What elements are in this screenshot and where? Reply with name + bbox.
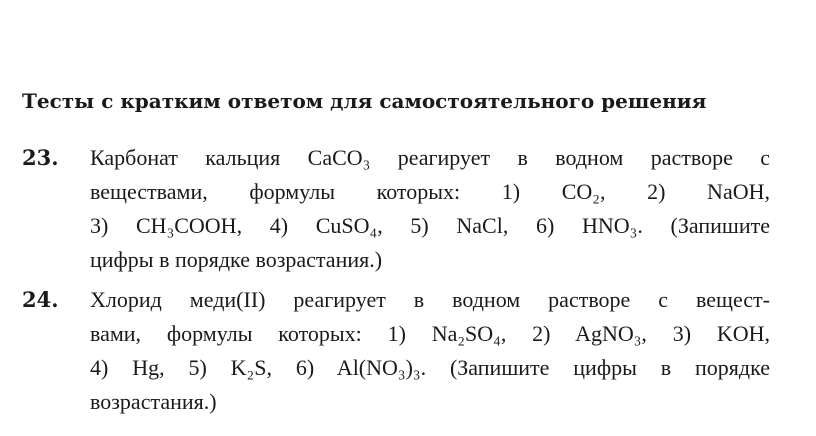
question-number: 23. — [22, 145, 59, 170]
question-text-line: вами, формулы которых: 1) Na₂SO₄, 2) AgNO₃, 3) KOH, — [90, 321, 770, 346]
question-text-line: цифры в порядке возрастания.) — [90, 247, 383, 272]
question-text-line: Карбонат кальция CaCO₃ реагирует в водном растворе с — [90, 145, 770, 170]
question-text — [90, 283, 770, 419]
question-text-line: возрастания.) — [90, 389, 217, 414]
section-heading: Тесты с кратким ответом для самостоятельного решения — [22, 89, 707, 113]
question-number: 24. — [22, 287, 59, 312]
question-text-line: веществами, формулы которых: 1) CO₂, 2) NaOH, — [90, 179, 770, 204]
question-text-line: 4) Hg, 5) K₂S, 6) Al(NO₃)₃. (Запишите цифры в порядке — [90, 355, 770, 380]
question-text-line: 3) CH₃COOH, 4) CuSO₄, 5) NaCl, 6) HNO₃. (Запишите — [90, 213, 770, 238]
question-text — [90, 141, 770, 277]
question-text-line: Хлорид меди(II) реагирует в водном растворе с вещест- — [90, 287, 770, 312]
